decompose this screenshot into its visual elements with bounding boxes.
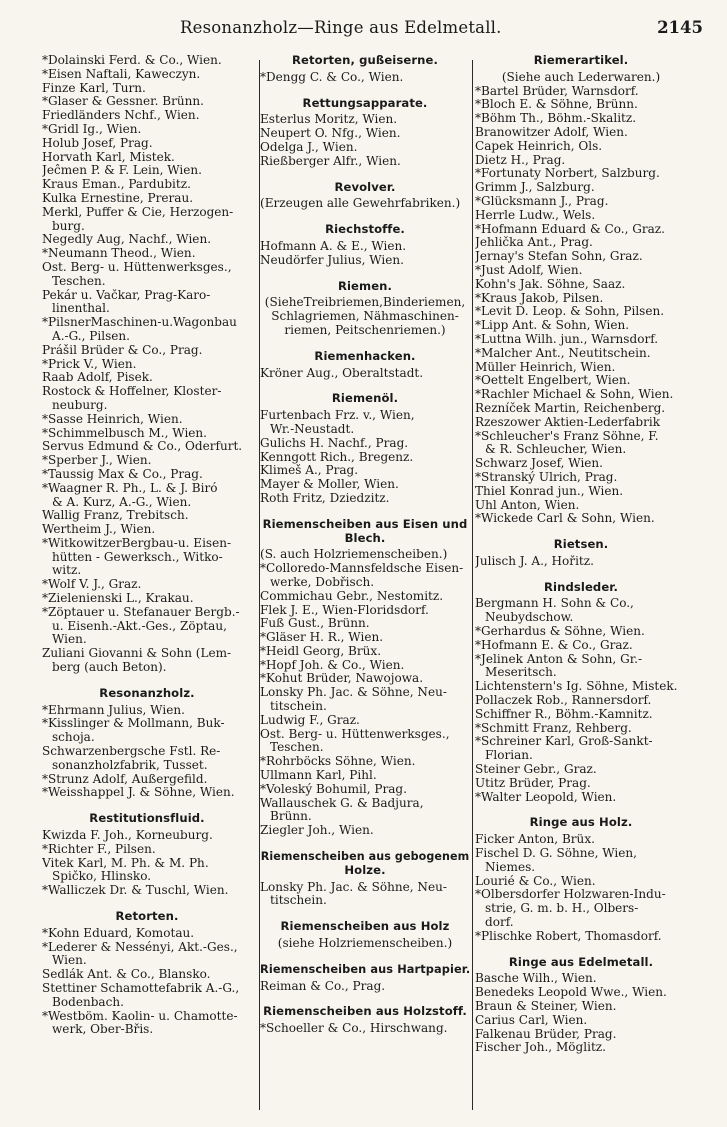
- directory-entry: Wallauschek G. & Badjura,: [260, 796, 424, 810]
- entry-continuation: schoja.: [52, 731, 95, 745]
- directory-entry: *Schleucher's Franz Söhne, F.: [475, 429, 659, 443]
- section-heading: Riechstoffe.: [325, 222, 405, 237]
- directory-entry: (S. auch Holzriemenscheiben.): [260, 548, 448, 562]
- directory-entry: *Dolainski Ferd. & Co., Wien.: [42, 54, 222, 67]
- directory-entry: riemen, Peitschenriemen.): [284, 323, 446, 337]
- directory-entry: Ziegler Joh., Wien.: [260, 824, 374, 838]
- entry-continuation: u. Eisenh.-Akt.-Ges., Zöptau,: [52, 619, 227, 633]
- directory-entry: Kulka Ernestine, Prerau.: [42, 191, 194, 205]
- directory-entry: *Kohn Eduard, Komotau.: [42, 926, 195, 940]
- directory-entry: *Rachler Michael & Sohn, Wien.: [475, 388, 674, 402]
- directory-entry: *Westböm. Kaolin- u. Chamotte-: [42, 1009, 238, 1023]
- directory-entry: Esterlus Moritz, Wien.: [260, 113, 398, 127]
- directory-entry: Finze Karl, Turn.: [42, 81, 146, 95]
- directory-entry: *Taussig Max & Co., Prag.: [42, 467, 203, 481]
- directory-entry: Fischel D. G. Söhne, Wien,: [475, 847, 638, 861]
- directory-entry: *Zöptauer u. Stefanauer Bergb.-: [42, 605, 240, 619]
- entry-continuation: Brünn.: [270, 810, 312, 824]
- directory-entry: Herrle Ludw., Wels.: [475, 208, 596, 222]
- directory-entry: Kröner Aug., Oberaltstadt.: [260, 366, 424, 380]
- directory-entry: Raab Adolf, Pisek.: [42, 371, 153, 385]
- directory-entry: (Erzeugen alle Gewehrfabriken.): [260, 197, 461, 211]
- directory-entry: *Schmitt Franz, Rehberg.: [475, 721, 632, 735]
- directory-entry: Pekár u. Vačkar, Prag-Karo-: [42, 288, 211, 302]
- directory-entry: Ludwig F., Graz.: [260, 713, 360, 727]
- section-heading: Blech.: [344, 530, 386, 545]
- section-heading: Riemen.: [337, 278, 393, 293]
- directory-entry: *Bartel Brüder, Warnsdorf.: [475, 84, 639, 98]
- entry-continuation: witz.: [52, 564, 82, 578]
- directory-entry: Bergmann H. Sohn & Co.,: [475, 597, 634, 611]
- directory-entry: Grimm J., Salzburg.: [475, 181, 595, 195]
- directory-entry: Öst. Berg- u. Hüttenwerksges.,: [42, 260, 232, 274]
- directory-entry: Wallig Franz, Trebitsch.: [42, 509, 189, 523]
- directory-entry: Horvath Karl, Mistek.: [42, 150, 175, 164]
- entry-continuation: & R. Schleucher, Wien.: [485, 443, 627, 457]
- directory-entry: Ficker Anton, Brüx.: [475, 833, 595, 847]
- directory-entry: *Voleský Bohumil, Prag.: [260, 782, 407, 796]
- entry-continuation: & A. Kurz, A.-G., Wien.: [52, 495, 192, 509]
- directory-entry: *Levit D. Leop. & Sohn, Pilsen.: [475, 305, 665, 319]
- entry-continuation: Teschen.: [270, 741, 324, 755]
- directory-entry: Branowitzer Adolf, Wien.: [475, 125, 628, 139]
- section-heading: Riemenscheiben aus Eisen und: [262, 516, 468, 531]
- entry-continuation: Wien.: [52, 954, 87, 968]
- directory-entry: *Hopf Joh. & Co., Wien.: [260, 658, 405, 672]
- directory-entry: Kohn's Jak. Söhne, Saaz.: [475, 277, 626, 291]
- directory-entry: *Rohrböcks Söhne, Wien.: [260, 755, 416, 769]
- directory-entry: Neupert O. Nfg., Wien.: [260, 127, 401, 141]
- directory-entry: *Kohut Brüder, Nawojowa.: [260, 672, 424, 686]
- section-heading: Riemenscheiben aus Hartpapier.: [260, 961, 471, 976]
- directory-entry: *Jelinek Anton & Sohn, Gr.-: [475, 652, 643, 666]
- directory-entry: Friedländers Nchf., Wien.: [42, 109, 200, 123]
- directory-entry: *Dengg C. & Co., Wien.: [260, 70, 404, 84]
- directory-entry: *Hofmann E. & Co., Graz.: [475, 638, 633, 652]
- entry-continuation: Niemes.: [485, 860, 536, 874]
- directory-entry: Jeĉmen P. & F. Lein, Wien.: [42, 164, 203, 178]
- directory-entry: Schiffner R., Böhm.-Kamnitz.: [475, 707, 653, 721]
- directory-entry: Lonsky Ph. Jac. & Söhne, Neu-: [260, 880, 447, 894]
- section-heading: Rietsen.: [553, 537, 609, 552]
- directory-entry: *PilsnerMaschinen-u.Wagonbau: [42, 316, 237, 330]
- directory-entry: *Gläser H. R., Wien.: [260, 631, 384, 645]
- directory-entry: *Gridl Ig., Wien.: [42, 122, 142, 136]
- directory-entry: Hofmann A. & E., Wien.: [260, 239, 407, 253]
- directory-entry: Neudörfer Julius, Wien.: [260, 253, 404, 267]
- directory-entry: Rießberger Alfr., Wien.: [260, 154, 401, 168]
- directory-entry: Reiman & Co., Prag.: [260, 979, 386, 993]
- directory-entry: *Weisshappel J. & Söhne, Wien.: [42, 786, 235, 800]
- column-2: [260, 54, 470, 1036]
- directory-entry: *Glücksmann J., Prag.: [475, 194, 609, 208]
- directory-entry: Ullmann Karl, Pihl.: [260, 769, 377, 783]
- directory-entry: *Schoeller & Co., Hirschwang.: [260, 1022, 448, 1036]
- entry-continuation: neuburg.: [52, 398, 108, 412]
- entry-continuation: A.-G., Pilsen.: [52, 329, 130, 343]
- directory-entry: *Prick V., Wien.: [42, 357, 137, 371]
- directory-entry: Schlagriemen, Nähmaschinen-: [271, 310, 459, 324]
- directory-entry: Schwarzenbergsche Fstl. Re-: [42, 745, 221, 759]
- directory-entry: *Lederer & Nessényi, Akt.-Ges.,: [42, 940, 238, 954]
- page-header: [0, 18, 727, 44]
- directory-entry: Holub Josef, Prag.: [42, 136, 153, 150]
- directory-entry: (SieheTreibriemen,Binderiemen,: [264, 296, 466, 310]
- directory-entry: Jehlička Ant., Prag.: [475, 236, 593, 250]
- directory-entry: Steiner Gebr., Graz.: [475, 763, 597, 777]
- directory-entry: Uhl Anton, Wien.: [475, 498, 580, 512]
- directory-entry: (siehe Holzriemenscheiben.): [277, 937, 453, 951]
- directory-entry: Stettiner Schamottefabrik A.-G.,: [42, 982, 240, 995]
- directory-entry: *Wolf V. J., Graz.: [42, 578, 142, 592]
- directory-entry: *Zielenienski L., Krakau.: [42, 592, 194, 606]
- entry-continuation: Florian.: [485, 749, 533, 763]
- entry-continuation: Wr.-Neustadt.: [270, 422, 355, 436]
- directory-entry: *Luttna Wilh. jun., Warnsdorf.: [475, 332, 659, 346]
- directory-entry: Wertheim J., Wien.: [42, 523, 156, 537]
- directory-entry: Öst. Berg- u. Hüttenwerksges.,: [260, 727, 450, 741]
- directory-entry: *Waagner R. Ph., L. & J. Biró: [42, 481, 218, 495]
- directory-entry: *Colloredo-Mannsfeldsche Eisen-: [260, 562, 464, 576]
- directory-entry: *Sasse Heinrich, Wien.: [42, 412, 183, 426]
- directory-entry: Schwarz Josef, Wien.: [475, 457, 604, 471]
- directory-entry: Carius Carl, Wien.: [475, 1013, 588, 1027]
- section-heading: Restitutionsfluid.: [89, 811, 205, 826]
- entry-continuation: linenthal.: [52, 302, 110, 316]
- directory-entry: Jernay's Stefan Sohn, Graz.: [475, 250, 643, 264]
- directory-entry: *Oettelt Engelbert, Wien.: [475, 374, 631, 388]
- directory-entry: *Heidl Georg, Brüx.: [260, 644, 382, 658]
- directory-entry: *Hofmann Eduard & Co., Graz.: [475, 222, 665, 236]
- section-heading: Riemenscheiben aus gebogenem: [260, 850, 470, 864]
- section-heading: Riemenöl.: [331, 391, 399, 406]
- section-heading: Riemenhacken.: [314, 348, 416, 363]
- directory-entry: *Schreiner Karl, Groß-Sankt-: [475, 735, 653, 749]
- directory-entry: *Ehrmann Julius, Wien.: [42, 703, 185, 717]
- directory-entry: Lichtenstern's Ig. Söhne, Mistek.: [475, 680, 678, 694]
- directory-entry: Müller Heinrich, Wien.: [475, 360, 616, 374]
- section-heading: Ringe aus Edelmetall.: [508, 954, 654, 969]
- directory-entry: Dietz H., Prag.: [475, 153, 566, 167]
- directory-entry: Kraus Eman., Pardubitz.: [42, 178, 191, 192]
- directory-entry: *Sperber J., Wien.: [42, 454, 152, 468]
- directory-entry: Vitek Karl, M. Ph. & M. Ph.: [42, 856, 209, 870]
- entry-continuation: burg.: [52, 219, 85, 233]
- entry-continuation: sonanzholzfabrik, Tusset.: [52, 758, 208, 772]
- directory-entry: *Strunz Adolf, Außergefild.: [42, 772, 208, 786]
- directory-entry: *Eisen Naftali, Kaweczyn.: [42, 67, 201, 81]
- section-heading: Rettungsapparate.: [302, 95, 428, 110]
- directory-entry: *Böhm Th., Böhm.-Skalitz.: [475, 112, 637, 126]
- entry-continuation: Meseritsch.: [485, 666, 557, 680]
- section-heading: Holze.: [344, 862, 386, 877]
- directory-entry: *Just Adolf, Wien.: [475, 263, 583, 277]
- directory-entry: Commichau Gebr., Nestomitz.: [260, 589, 444, 603]
- section-heading: Riemenscheiben aus Holz: [280, 919, 450, 934]
- section-heading: Rindsleder.: [544, 579, 618, 594]
- entry-continuation: titschein.: [270, 700, 327, 714]
- directory-entry: Negedly Aug, Nachf., Wien.: [42, 233, 212, 247]
- section-heading: Riemerartikel.: [533, 53, 629, 67]
- directory-entry: *Malcher Ant., Neutitschein.: [475, 346, 651, 360]
- directory-entry: Prášil Brüder & Co., Prag.: [42, 343, 203, 357]
- entry-continuation: werk, Ober-Břis.: [52, 1023, 154, 1037]
- section-heading: Riemenscheiben aus Holzstoff.: [263, 1004, 467, 1019]
- page-title: Resonanzholz—Ringe aus Edelmetall.: [180, 18, 502, 37]
- directory-entry: *Neumann Theod., Wien.: [42, 247, 196, 261]
- directory-entry: *Richter F., Pilsen.: [42, 842, 156, 856]
- directory-entry: Furtenbach Frz. v., Wien,: [260, 409, 415, 423]
- directory-entry: Rostock & Hoffelner, Kloster-: [42, 385, 222, 399]
- directory-entry: Benedeks Leopold Wwe., Wien.: [475, 986, 667, 1000]
- page-number: 2145: [657, 18, 703, 37]
- directory-entry: Lonsky Ph. Jac. & Söhne, Neu-: [260, 686, 447, 700]
- entry-continuation: hütten - Gewerksch., Witko-: [52, 550, 223, 564]
- entry-continuation: Špičko, Hlinsko.: [52, 870, 152, 884]
- directory-entry: Roth Fritz, Dziedzitz.: [260, 491, 390, 505]
- entry-continuation: titschein.: [270, 894, 327, 908]
- directory-entry: Zuliani Giovanni & Sohn (Lem-: [42, 647, 232, 661]
- directory-entry: Flek J. E., Wien-Floridsdorf.: [260, 603, 429, 617]
- directory-entry: (Siehe auch Lederwaren.): [501, 70, 661, 84]
- directory-entry: *WitkowitzerBergbau-u. Eisen-: [42, 536, 232, 550]
- column-1: [42, 54, 252, 1037]
- entry-continuation: Teschen.: [52, 274, 106, 288]
- directory-entry: Braun & Steiner, Wien.: [475, 1000, 617, 1013]
- entry-continuation: Neubydschow.: [485, 611, 574, 625]
- column-3: [475, 54, 687, 1055]
- directory-entry: Mayer & Moller, Wien.: [260, 478, 399, 492]
- column-divider: [472, 60, 473, 1110]
- directory-entry: Kwizda F. Joh., Korneuburg.: [42, 829, 213, 843]
- directory-entry: Odelga J., Wien.: [260, 140, 358, 154]
- directory-entry: Basche Wilh., Wien.: [475, 972, 597, 986]
- directory-entry: Pollaczek Rob., Rannersdorf.: [475, 694, 652, 708]
- entry-continuation: dorf.: [485, 916, 514, 930]
- directory-entry: Rezníček Martin, Reichenberg.: [475, 401, 666, 415]
- directory-entry: Lourié & Co., Wien.: [475, 874, 596, 888]
- entry-continuation: werke, Dobřisch.: [270, 575, 375, 589]
- entry-continuation: Bodenbach.: [52, 995, 124, 1009]
- directory-entry: *Lipp Ant. & Sohn, Wien.: [475, 319, 630, 333]
- directory-entry: *Gerhardus & Söhne, Wien.: [475, 625, 645, 639]
- directory-entry: *Kisslinger & Mollmann, Buk-: [42, 717, 225, 731]
- directory-entry: Fischer Joh., Möglitz.: [475, 1041, 606, 1055]
- directory-entry: *Walliczek Dr. & Tuschl, Wien.: [42, 884, 229, 898]
- directory-entry: Falkenau Brüder, Prag.: [475, 1027, 617, 1041]
- section-heading: Ringe aus Holz.: [529, 815, 633, 830]
- section-heading: Retorten, gußeiserne.: [292, 53, 438, 67]
- directory-entry: *Fortunaty Norbert, Salzburg.: [475, 167, 660, 181]
- entry-continuation: Wien.: [52, 633, 87, 647]
- directory-entry: *Wickede Carl & Sohn, Wien.: [475, 512, 655, 526]
- directory-entry: Fuß Gust., Brünn.: [260, 617, 370, 631]
- directory-entry: Klimeš A., Prag.: [260, 464, 359, 478]
- directory-entry: *Stranský Ulrich, Prag.: [475, 470, 618, 484]
- entry-continuation: strie, G. m. b. H., Olbers-: [485, 902, 639, 916]
- directory-entry: *Glaser & Gessner. Brünn.: [42, 95, 204, 109]
- directory-entry: Julisch J. A., Hořitz.: [475, 554, 594, 568]
- directory-entry: *Plischke Robert, Thomasdorf.: [475, 929, 662, 943]
- directory-entry: Gulichs H. Nachf., Prag.: [260, 436, 409, 450]
- directory-entry: *Schimmelbusch M., Wien.: [42, 426, 208, 440]
- directory-entry: Utitz Brüder, Prag.: [475, 776, 591, 790]
- directory-entry: Thiel Konrad jun., Wien.: [475, 484, 624, 498]
- directory-entry: Sedlák Ant. & Co., Blansko.: [42, 968, 211, 982]
- directory-entry: *Walter Leopold, Wien.: [475, 790, 617, 804]
- directory-entry: Kenngott Rich., Bregenz.: [260, 450, 414, 464]
- directory-entry: Rzeszower Aktien-Lederfabrik: [475, 415, 661, 429]
- directory-entry: Čapek Heinrich, Öls.: [475, 139, 603, 153]
- directory-entry: *Kraus Jakob, Pilsen.: [475, 291, 604, 305]
- directory-entry: *Olbersdorfer Holzwaren-Indu-: [475, 888, 666, 902]
- section-heading: Revolver.: [334, 179, 396, 194]
- directory-entry: Merkl, Puffer & Cie, Herzogen-: [42, 205, 234, 219]
- directory-entry: *Bloch E. & Söhne, Brünn.: [475, 98, 638, 112]
- section-heading: Resonanzholz.: [99, 685, 195, 700]
- section-heading: Retorten.: [115, 909, 179, 924]
- directory-entry: Servus Edmund & Co., Oderfurt.: [42, 440, 243, 454]
- entry-continuation: berg (auch Beton).: [52, 661, 167, 675]
